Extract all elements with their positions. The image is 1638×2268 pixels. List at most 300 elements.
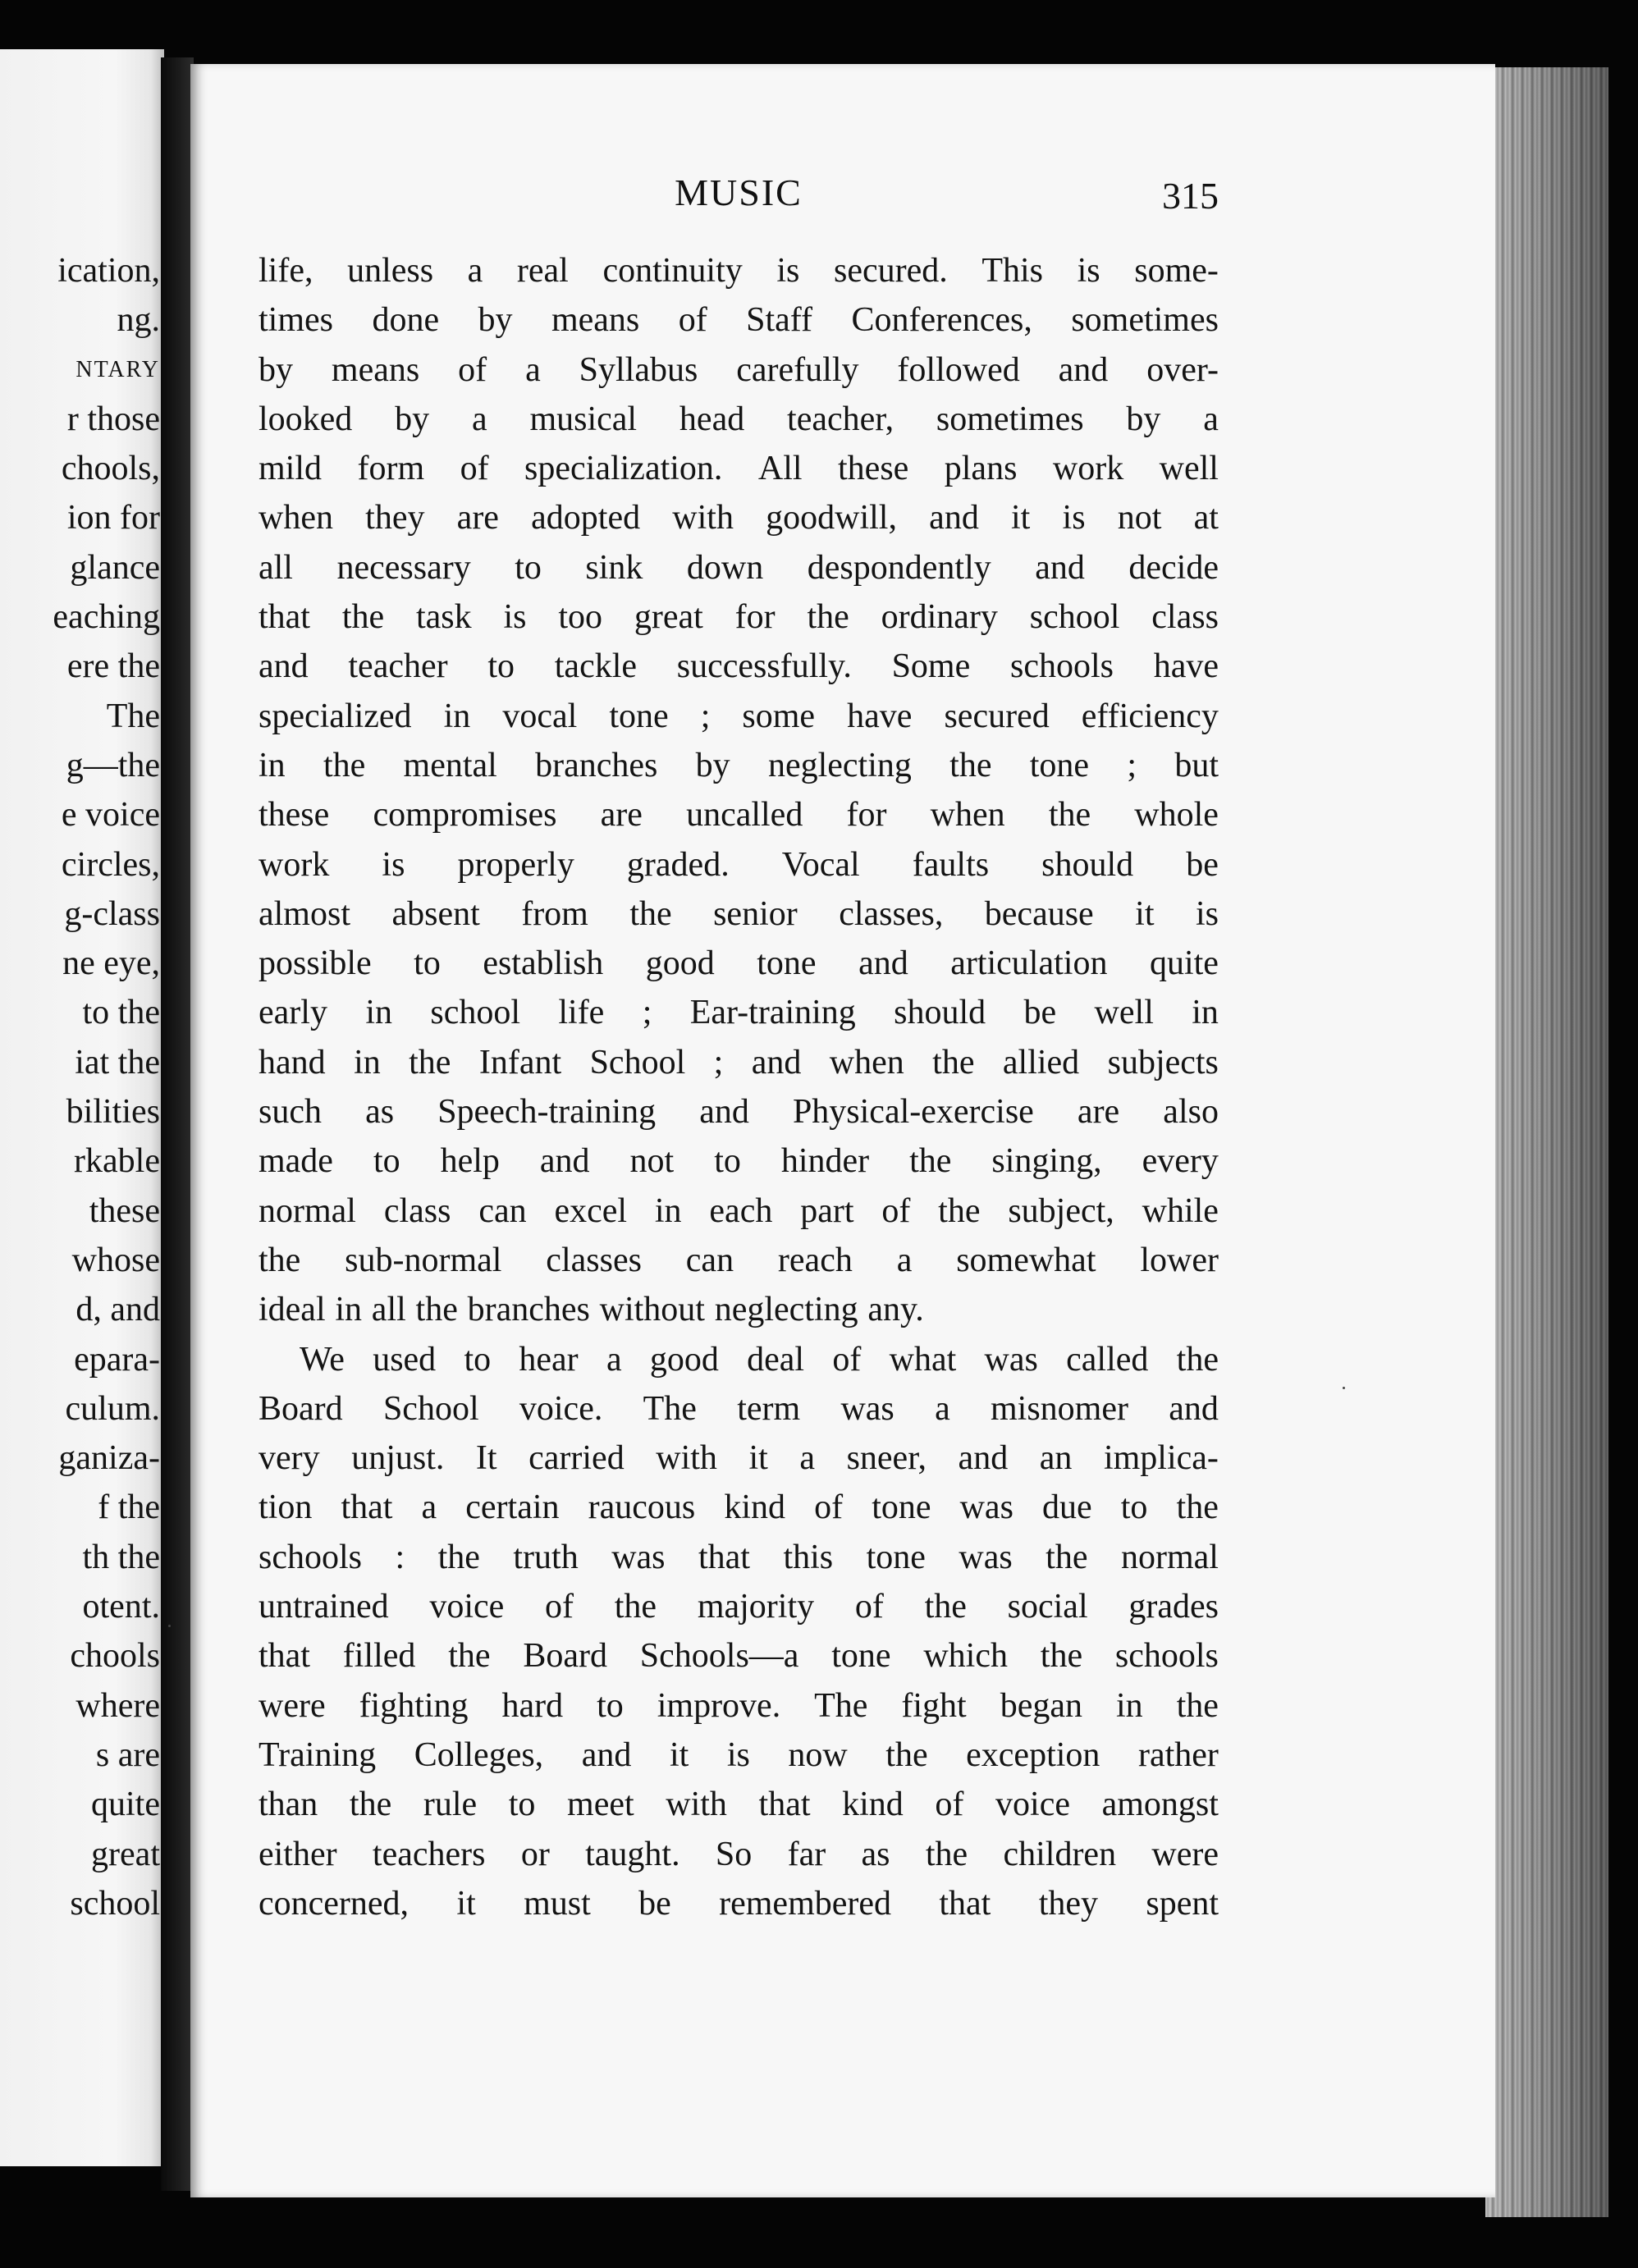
word: fighting	[359, 1686, 469, 1725]
left-page-line: ication,	[57, 252, 160, 290]
word: and	[581, 1735, 632, 1774]
page-number: 315	[1162, 175, 1219, 217]
word: fight	[901, 1686, 967, 1725]
text-line	[259, 592, 1219, 642]
word: is	[1062, 499, 1086, 537]
word: that	[259, 1637, 310, 1676]
left-page-line: whose	[71, 1241, 160, 1279]
word: excel	[554, 1191, 628, 1230]
word: these	[259, 796, 330, 834]
word: and	[1035, 548, 1085, 587]
word: hear	[519, 1340, 579, 1379]
text-line	[259, 939, 1219, 988]
left-page-line: s are	[95, 1735, 160, 1774]
word: the	[932, 1043, 975, 1081]
word: to	[714, 1142, 741, 1181]
word: the	[1176, 1488, 1219, 1527]
word: some-	[1134, 252, 1219, 290]
word: kind	[724, 1488, 785, 1527]
word: it	[1135, 894, 1155, 933]
text-line	[259, 1780, 1219, 1829]
word: taught.	[585, 1835, 680, 1873]
word: uncalled	[686, 796, 803, 834]
text-line	[259, 543, 1219, 592]
word: with	[666, 1786, 727, 1824]
word: each	[709, 1191, 773, 1230]
word: adopted	[531, 499, 641, 537]
word: the	[885, 1735, 928, 1774]
word: made	[259, 1142, 333, 1181]
page-edges	[1485, 67, 1608, 2217]
word: and	[751, 1043, 802, 1081]
word: work	[259, 845, 330, 884]
word: normal	[259, 1191, 356, 1230]
left-page-line: The	[106, 697, 160, 735]
word: neglecting	[767, 746, 912, 784]
word: to	[597, 1686, 624, 1725]
word: Staff	[746, 301, 813, 340]
word: subjects	[1107, 1043, 1219, 1081]
left-facing-page	[0, 49, 164, 2166]
word: means	[551, 301, 640, 340]
word: mild	[259, 450, 323, 488]
word: tone	[1029, 746, 1090, 784]
word: for	[734, 598, 776, 637]
word: truth	[513, 1538, 579, 1576]
text-line	[259, 840, 1219, 889]
word: with	[672, 499, 734, 537]
text-line	[259, 246, 1219, 295]
word: Conferences,	[851, 301, 1032, 340]
word: Syllabus	[579, 350, 698, 389]
word: somewhat	[956, 1241, 1096, 1279]
word: in	[443, 697, 471, 735]
word: a	[606, 1340, 622, 1379]
word: necessary	[336, 548, 471, 587]
word: The	[814, 1686, 868, 1725]
word: tackle	[554, 647, 638, 686]
word: tone	[866, 1538, 926, 1576]
word: teachers	[372, 1835, 486, 1873]
word: and	[1169, 1389, 1219, 1428]
word: mental	[403, 746, 497, 784]
word: The	[643, 1389, 697, 1428]
word: of	[678, 301, 707, 340]
word: class	[383, 1191, 451, 1230]
word: faults	[912, 845, 990, 884]
left-page-line: eaching	[53, 598, 160, 637]
word: to	[373, 1142, 400, 1181]
word: sometimes	[1071, 301, 1219, 340]
word: have	[847, 697, 913, 735]
word: in	[354, 1043, 381, 1081]
left-page-line: NTARY	[75, 356, 160, 382]
left-page-line: th the	[82, 1538, 160, 1576]
word: to	[464, 1340, 492, 1379]
word: almost	[259, 894, 350, 933]
word: efficiency	[1081, 697, 1219, 735]
word: also	[1163, 1093, 1219, 1132]
word: vocal	[502, 697, 578, 735]
left-page-line: quite	[91, 1786, 160, 1824]
word: the	[341, 598, 385, 637]
word: and	[1058, 350, 1109, 389]
word: great	[634, 598, 703, 637]
word: remembered	[719, 1884, 892, 1923]
left-page-line: ne eye,	[62, 944, 160, 983]
word: by	[1126, 400, 1161, 438]
word: voice.	[519, 1389, 603, 1428]
word: lower	[1140, 1241, 1219, 1279]
word: the	[1040, 1637, 1083, 1676]
word: be	[638, 1884, 671, 1923]
word: neglecting	[714, 1291, 858, 1329]
word: times	[259, 301, 333, 340]
word: a	[467, 252, 483, 290]
word: very	[259, 1439, 320, 1478]
word: good	[649, 1340, 719, 1379]
left-page-line: bilities	[66, 1093, 160, 1132]
left-page-line: otent.	[82, 1588, 160, 1626]
word: at	[1193, 499, 1219, 537]
left-page-line: chools	[70, 1637, 160, 1676]
text-line	[259, 1384, 1219, 1434]
word: ;	[1127, 746, 1137, 784]
word: that	[259, 598, 310, 637]
word: was	[959, 1488, 1013, 1527]
word: decide	[1128, 548, 1219, 587]
left-page-line: e voice	[61, 796, 160, 834]
text-line	[259, 1631, 1219, 1680]
word: in	[1115, 1686, 1143, 1725]
word: plans	[944, 450, 1018, 488]
text-line	[259, 790, 1219, 839]
word: was	[611, 1538, 666, 1576]
word: are	[456, 499, 499, 537]
word: as	[861, 1835, 890, 1873]
word: life	[558, 994, 605, 1032]
word: of	[545, 1588, 574, 1626]
word: untrained	[259, 1588, 389, 1626]
word: sub-normal	[345, 1241, 502, 1279]
left-page-line: f the	[98, 1488, 160, 1527]
word: to	[487, 647, 515, 686]
word: in	[335, 1291, 363, 1329]
text-line	[259, 1681, 1219, 1731]
word: ;	[700, 697, 711, 735]
word: is	[1195, 894, 1219, 933]
word: to	[414, 944, 441, 983]
word: work	[1052, 450, 1124, 488]
word: the	[415, 1291, 458, 1329]
text-line	[259, 1434, 1219, 1483]
word: well	[1094, 994, 1154, 1032]
word: the	[1048, 796, 1091, 834]
word: part	[800, 1191, 854, 1230]
word: properly	[457, 845, 574, 884]
word: not	[1117, 499, 1162, 537]
word: a	[935, 1389, 950, 1428]
word: this	[783, 1538, 834, 1576]
word: due	[1042, 1488, 1092, 1527]
text-line	[259, 1483, 1219, 1532]
word: tone	[831, 1637, 891, 1676]
word: to	[508, 1786, 536, 1824]
word: all	[371, 1291, 406, 1329]
word: when	[930, 796, 1005, 834]
text-line	[259, 345, 1219, 395]
word: some	[742, 697, 816, 735]
word: despondently	[807, 548, 991, 587]
word: when	[259, 499, 333, 537]
word: is	[1077, 252, 1100, 290]
word: in	[1192, 994, 1219, 1032]
word: should	[1041, 845, 1134, 884]
word: that	[758, 1786, 811, 1824]
word: good	[645, 944, 715, 983]
word: Speech-training	[437, 1093, 657, 1132]
word: a	[471, 400, 487, 438]
word: whole	[1134, 796, 1219, 834]
word: implica-	[1103, 1439, 1219, 1478]
word: in	[654, 1191, 682, 1230]
word: kind	[842, 1786, 904, 1824]
word: sometimes	[936, 400, 1084, 438]
word: the	[448, 1637, 491, 1676]
word: unjust.	[351, 1439, 445, 1478]
page-header	[259, 171, 1219, 220]
word: should	[894, 994, 986, 1032]
word: misnomer	[991, 1389, 1128, 1428]
left-page-line: ere the	[66, 647, 160, 686]
word: a	[1203, 400, 1219, 438]
word: filled	[342, 1637, 416, 1676]
left-page-line: these	[89, 1191, 160, 1230]
word: is	[503, 598, 527, 637]
text-line	[259, 889, 1219, 939]
word: the	[349, 1786, 392, 1824]
word: and	[539, 1142, 590, 1181]
word: can	[685, 1241, 734, 1279]
word: it	[456, 1884, 476, 1923]
word: compromises	[373, 796, 557, 834]
word: they	[365, 499, 425, 537]
word: articulation	[950, 944, 1108, 983]
word: ;	[713, 1043, 724, 1081]
word: schools	[259, 1538, 362, 1576]
word: carried	[528, 1439, 625, 1478]
body-text	[259, 246, 1219, 1928]
word: was	[840, 1389, 894, 1428]
word: be	[1186, 845, 1219, 884]
word: So	[715, 1835, 753, 1873]
word: have	[1153, 647, 1219, 686]
word: amongst	[1101, 1786, 1219, 1824]
left-page-line: epara-	[74, 1340, 160, 1379]
word: successfully.	[676, 647, 852, 686]
left-page-line: glance	[70, 548, 160, 587]
word: This	[981, 252, 1044, 290]
word: are	[600, 796, 643, 834]
word: the	[614, 1588, 657, 1626]
word: improve.	[657, 1686, 781, 1725]
text-line	[259, 1879, 1219, 1928]
text-line	[259, 444, 1219, 493]
left-page-text	[0, 246, 160, 1928]
left-page-line: chools,	[61, 450, 160, 488]
text-line	[259, 493, 1219, 542]
word: they	[1038, 1884, 1098, 1923]
word: hand	[259, 1043, 326, 1081]
word: musical	[529, 400, 638, 438]
word: tion	[259, 1488, 313, 1527]
word: teacher,	[787, 400, 894, 438]
word: concerned,	[259, 1884, 410, 1923]
left-page-line: g—the	[66, 746, 160, 784]
word: tone	[757, 944, 817, 983]
word: it	[1011, 499, 1031, 537]
word: too	[558, 598, 603, 637]
word: far	[787, 1835, 826, 1873]
word: the	[938, 1191, 981, 1230]
word: every	[1142, 1142, 1219, 1181]
scan-speck	[1343, 1387, 1345, 1389]
word: in	[259, 746, 286, 784]
word: normal	[1120, 1538, 1219, 1576]
word: and	[958, 1439, 1009, 1478]
left-page-line: iat the	[75, 1043, 160, 1081]
word: Training	[259, 1735, 377, 1774]
word: grades	[1128, 1588, 1219, 1626]
word: all	[259, 548, 293, 587]
word: children	[1003, 1835, 1117, 1873]
word: as	[365, 1093, 395, 1132]
text-line	[259, 1533, 1219, 1582]
word: were	[259, 1686, 326, 1725]
word: term	[737, 1389, 801, 1428]
text-line	[259, 1236, 1219, 1285]
word: done	[372, 301, 440, 340]
word: the	[1176, 1686, 1219, 1725]
word: the	[924, 1588, 967, 1626]
word: in	[365, 994, 392, 1032]
word: followed	[897, 350, 1020, 389]
word: any.	[867, 1291, 924, 1329]
word: either	[259, 1835, 337, 1873]
word: class	[1151, 598, 1219, 637]
word: unless	[347, 252, 434, 290]
word: subject,	[1008, 1191, 1114, 1230]
text-line	[259, 1335, 1219, 1384]
text-line	[259, 988, 1219, 1037]
word: goodwill,	[766, 499, 897, 537]
word: of	[854, 1588, 884, 1626]
word: the	[629, 894, 672, 933]
scan-speck	[168, 1625, 171, 1627]
word: be	[1023, 994, 1057, 1032]
word: the	[323, 746, 366, 784]
word: or	[520, 1835, 550, 1873]
word: was	[984, 1340, 1038, 1379]
word: carefully	[736, 350, 859, 389]
text-line	[259, 1285, 1219, 1334]
text-line	[259, 1187, 1219, 1236]
word: the	[1045, 1538, 1088, 1576]
text-line	[259, 741, 1219, 790]
word: means	[331, 350, 420, 389]
word: of	[460, 450, 489, 488]
word: quite	[1149, 944, 1219, 983]
text-line	[259, 1136, 1219, 1186]
word: school	[1029, 598, 1120, 637]
left-page-line: culum.	[65, 1389, 160, 1428]
word: a	[799, 1439, 816, 1478]
word: of	[881, 1191, 911, 1230]
word: We	[300, 1340, 345, 1379]
word: by	[695, 746, 730, 784]
left-page-line: great	[91, 1835, 160, 1873]
word: because	[984, 894, 1094, 933]
word: by	[395, 400, 430, 438]
word: the	[259, 1241, 301, 1279]
word: what	[889, 1340, 957, 1379]
word: was	[959, 1538, 1013, 1576]
word: Ear-training	[689, 994, 856, 1032]
word: rule	[423, 1786, 478, 1824]
word: teacher	[348, 647, 448, 686]
word: and	[858, 944, 908, 983]
word: of	[935, 1786, 964, 1824]
word: secured.	[833, 252, 948, 290]
word: an	[1039, 1439, 1073, 1478]
word: ;	[642, 994, 652, 1032]
left-page-line: g-class	[64, 894, 160, 933]
word: while	[1142, 1191, 1219, 1230]
word: graded.	[626, 845, 730, 884]
word: well	[1159, 450, 1219, 488]
word: schools	[1009, 647, 1114, 686]
word: senior	[713, 894, 798, 933]
word: not	[629, 1142, 675, 1181]
word: must	[524, 1884, 591, 1923]
word: specialized	[259, 697, 412, 735]
word: can	[478, 1191, 527, 1230]
word: without	[599, 1291, 705, 1329]
word: Vocal	[781, 845, 860, 884]
word: such	[259, 1093, 322, 1132]
word: hinder	[780, 1142, 870, 1181]
word: secured	[944, 697, 1050, 735]
word: classes	[546, 1241, 642, 1279]
word: head	[679, 400, 745, 438]
word: are	[1077, 1093, 1120, 1132]
word: voice	[995, 1786, 1070, 1824]
word: deal	[747, 1340, 805, 1379]
word: of	[814, 1488, 844, 1527]
word: began	[1000, 1686, 1082, 1725]
word: form	[357, 450, 425, 488]
text-line	[259, 1582, 1219, 1631]
word: All	[757, 450, 803, 488]
text-line	[259, 1087, 1219, 1136]
word: tone	[872, 1488, 931, 1527]
word: exception	[966, 1735, 1100, 1774]
book-gutter	[161, 57, 194, 2191]
word: singing,	[991, 1142, 1102, 1181]
word: for	[846, 796, 887, 834]
word: and	[259, 647, 309, 686]
word: than	[259, 1786, 318, 1824]
